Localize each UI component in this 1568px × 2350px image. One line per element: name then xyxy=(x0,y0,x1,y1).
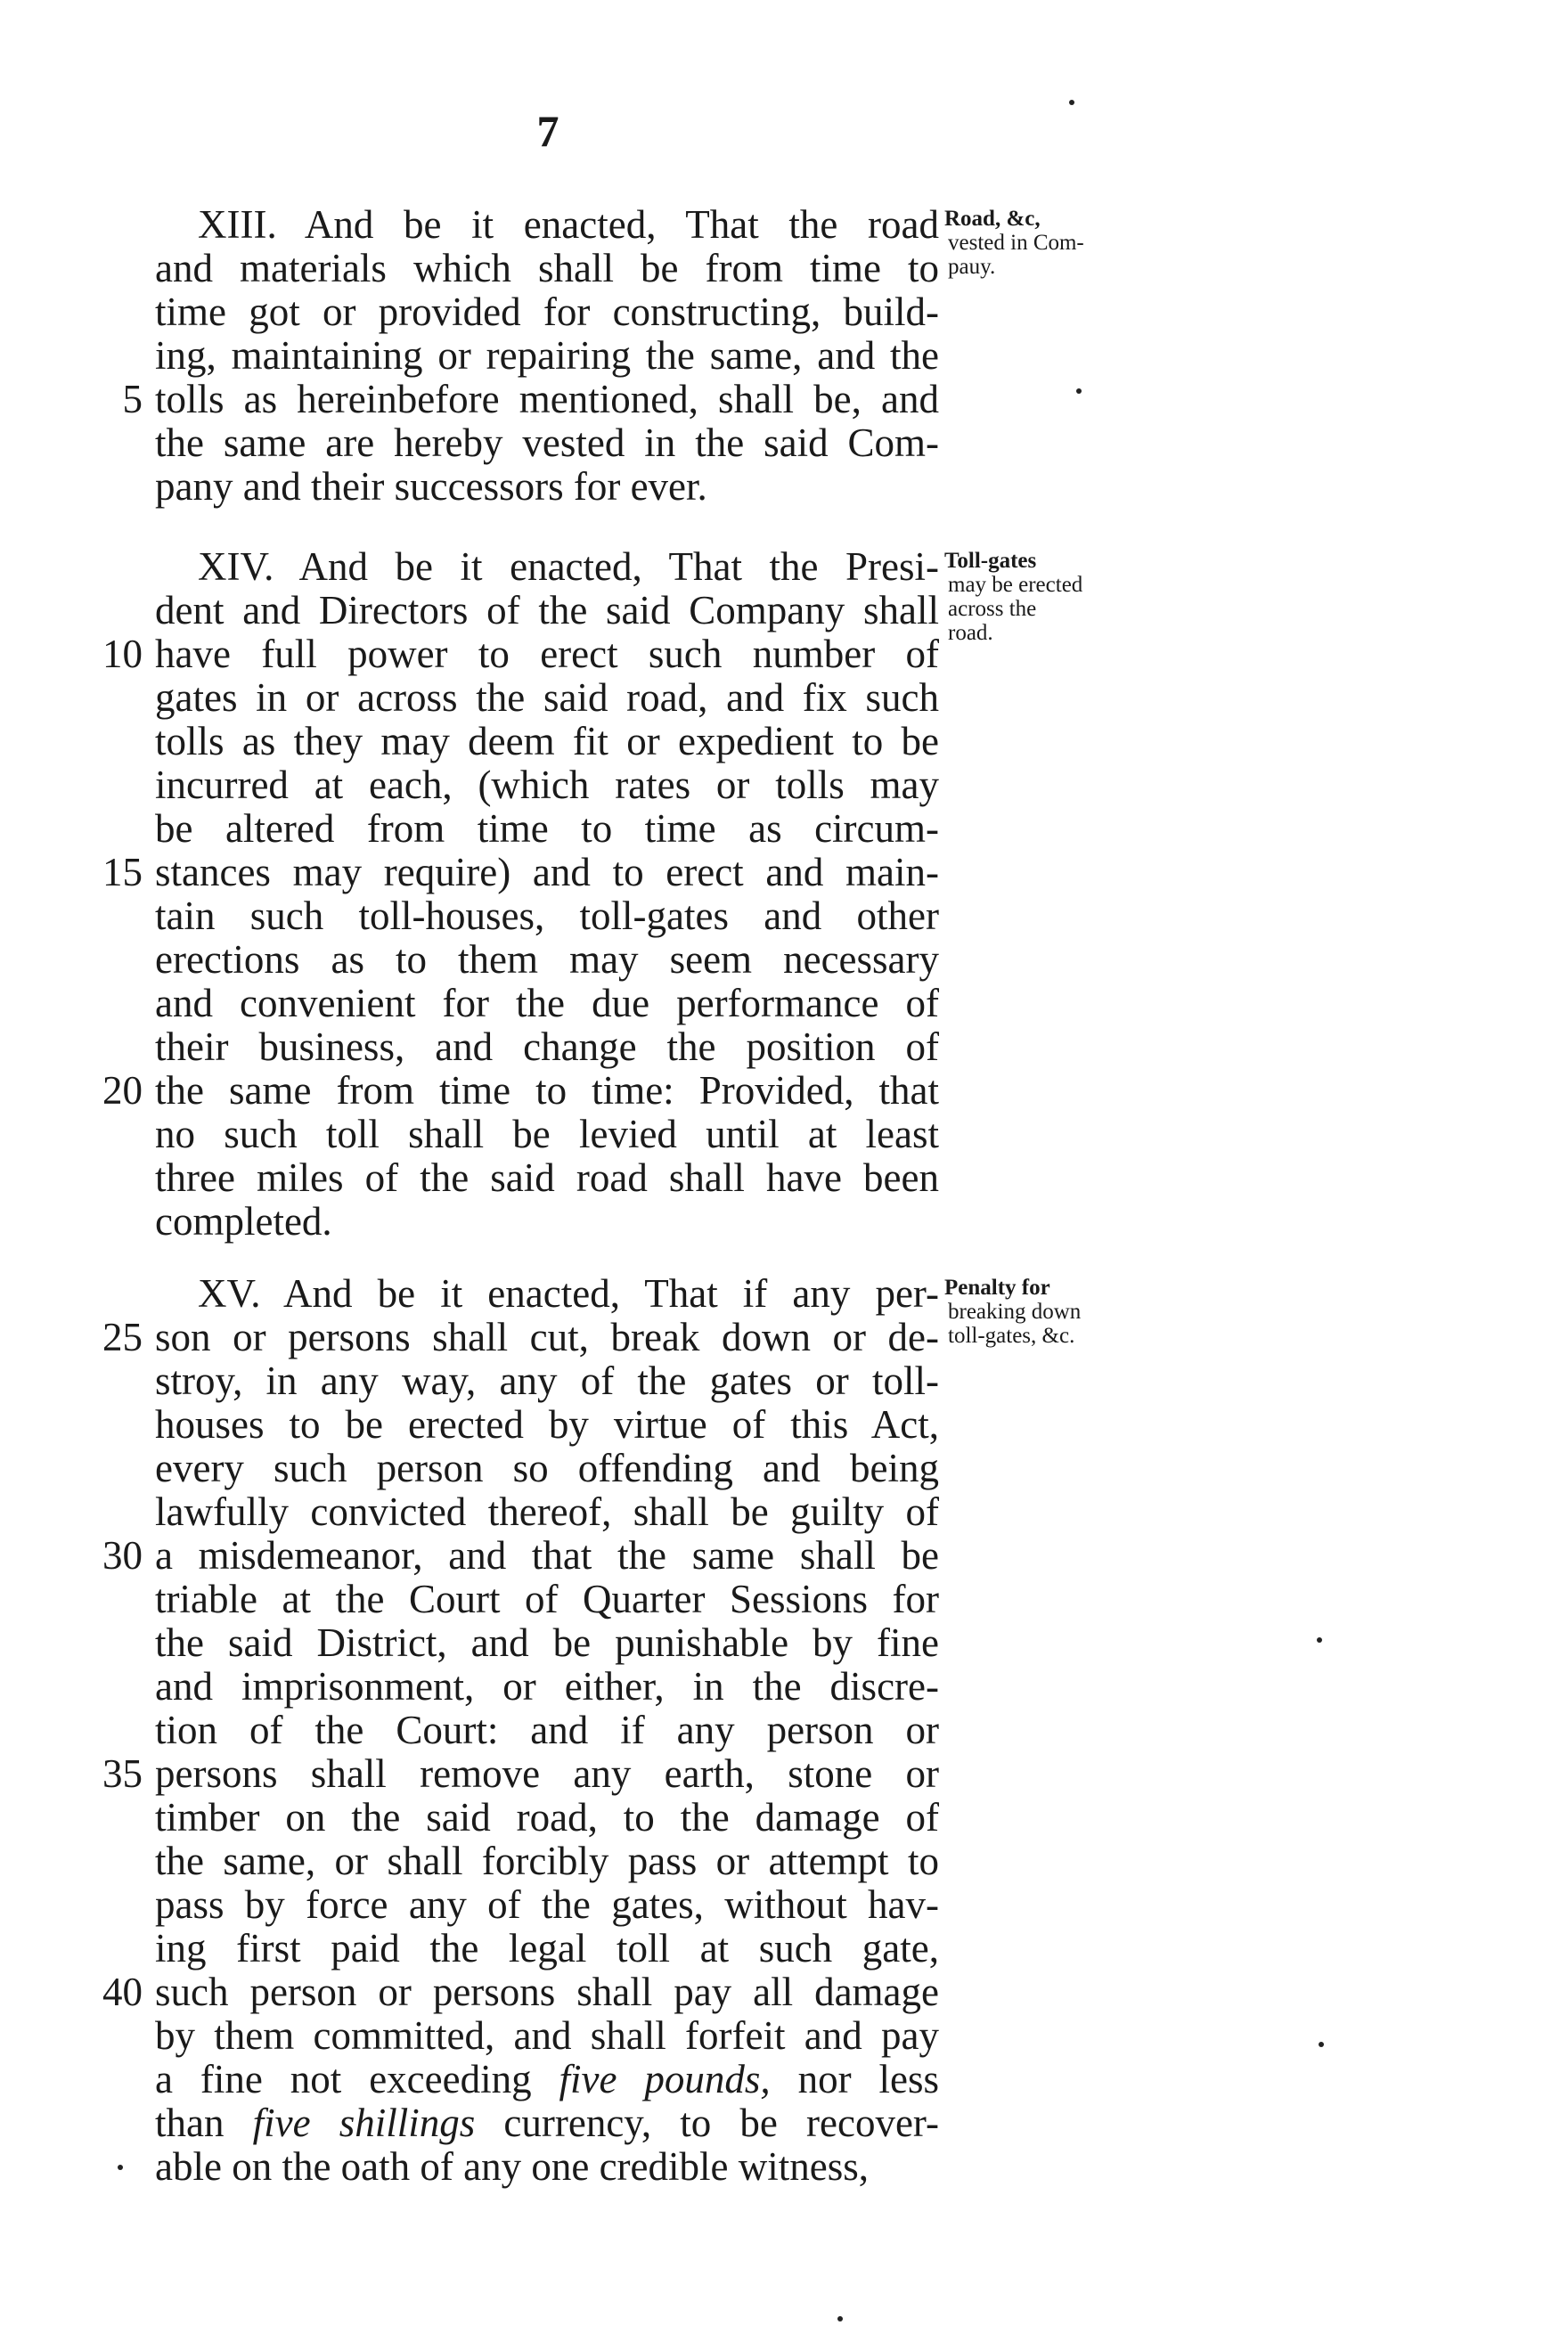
text-line: stroy, in any way, any of the gates or toll- xyxy=(155,1359,939,1403)
text-line: persons shall remove any earth, stone or xyxy=(155,1751,939,1796)
text-line: gates in or across the said road, and fix such xyxy=(155,675,939,720)
text-line: tion of the Court: and if any person or xyxy=(155,1708,939,1752)
line-number: 20 xyxy=(102,1068,143,1113)
text-line: every such person so offending and being xyxy=(155,1446,939,1490)
line-number: 10 xyxy=(102,632,143,676)
ink-speck xyxy=(1319,2042,1324,2047)
margin-note-line: toll-gates, &c. xyxy=(948,1324,1075,1348)
text-line: than five shillings currency, to be recover- xyxy=(155,2101,939,2145)
margin-note-line: Toll-gates xyxy=(944,549,1037,573)
line-number: 5 xyxy=(122,377,143,421)
text-line: ing, maintaining or repairing the same, and the xyxy=(155,333,939,378)
text-line: erections as to them may seem necessary xyxy=(155,937,939,982)
text-line: the same, or shall forcibly pass or attempt to xyxy=(155,1839,939,1883)
ink-speck xyxy=(118,2165,123,2170)
text-line: the said District, and be punishable by fine xyxy=(155,1620,939,1665)
line-number: 30 xyxy=(102,1533,143,1578)
text-line: tolls as hereinbefore mentioned, shall be, and xyxy=(155,377,939,421)
text-line: pass by force any of the gates, without hav- xyxy=(155,1882,939,1927)
text-line: have full power to erect such number of xyxy=(155,632,939,676)
text-line: timber on the said road, to the damage of xyxy=(155,1795,939,1840)
text-line: such person or persons shall pay all damage xyxy=(155,1970,939,2014)
margin-note-line: Road, &c, xyxy=(944,207,1041,231)
ink-speck xyxy=(1076,388,1082,394)
margin-note-line: vested in Com- xyxy=(948,231,1084,255)
text-line: and materials which shall be from time to xyxy=(155,246,939,290)
text-line: a misdemeanor, and that the same shall be xyxy=(155,1533,939,1578)
text-line: stances may require) and to erect and main- xyxy=(155,850,939,894)
margin-note xyxy=(944,1276,1158,1348)
text-line: three miles of the said road shall have been xyxy=(155,1155,939,1200)
text-line: tain such toll-houses, toll-gates and other xyxy=(155,893,939,938)
text-line: ing first paid the legal toll at such gate, xyxy=(155,1926,939,1971)
text-line: by them committed, and shall forfeit and pay xyxy=(155,2013,939,2058)
margin-note xyxy=(944,207,1158,279)
text-line: their business, and change the position of xyxy=(155,1024,939,1069)
text-line: son or persons shall cut, break down or de- xyxy=(155,1315,939,1359)
text-line: tolls as they may deem fit or expedient to be xyxy=(155,719,939,763)
margin-note-line: may be erected xyxy=(948,573,1083,597)
text-line: able on the oath of any one credible witness, xyxy=(155,2144,869,2189)
text-line: time got or provided for constructing, build- xyxy=(155,290,939,334)
text-line: no such toll shall be levied until at least xyxy=(155,1112,939,1156)
margin-note-line: road. xyxy=(948,621,993,645)
margin-note-line: across the xyxy=(948,597,1037,621)
line-number: 40 xyxy=(102,1970,143,2014)
ink-speck xyxy=(1317,1637,1322,1643)
text-line: completed. xyxy=(155,1199,332,1244)
text-line: XIII. And be it enacted, That the road xyxy=(198,202,939,247)
line-number: 35 xyxy=(102,1751,143,1796)
margin-note-line: Penalty for xyxy=(944,1276,1050,1300)
margin-note xyxy=(944,549,1158,645)
text-line: the same from time to time: Provided, that xyxy=(155,1068,939,1113)
text-line: the same are hereby vested in the said Com- xyxy=(155,420,939,465)
ink-speck xyxy=(1069,100,1074,105)
text-line: and imprisonment, or either, in the discre- xyxy=(155,1664,939,1709)
text-line: pany and their successors for ever. xyxy=(155,464,707,509)
text-line: lawfully convicted thereof, shall be guilty of xyxy=(155,1489,939,1534)
text-line: dent and Directors of the said Company shall xyxy=(155,588,939,632)
text-line: and convenient for the due performance of xyxy=(155,981,939,1025)
text-line: XV. And be it enacted, That if any per- xyxy=(198,1271,939,1316)
text-line: XIV. And be it enacted, That the Presi- xyxy=(198,544,939,589)
margin-note-line: pauy. xyxy=(948,255,996,279)
text-line: triable at the Court of Quarter Sessions for xyxy=(155,1577,939,1621)
margin-note-line: breaking down xyxy=(948,1300,1082,1324)
ink-speck xyxy=(837,2316,843,2321)
text-line: a fine not exceeding five pounds, nor less xyxy=(155,2057,939,2101)
text-line: incurred at each, (which rates or tolls may xyxy=(155,763,939,807)
page-number: 7 xyxy=(536,106,559,156)
line-number: 25 xyxy=(102,1315,143,1359)
text-line: be altered from time to time as circum- xyxy=(155,806,939,851)
text-line: houses to be erected by virtue of this Act, xyxy=(155,1402,939,1447)
line-number: 15 xyxy=(102,850,143,894)
